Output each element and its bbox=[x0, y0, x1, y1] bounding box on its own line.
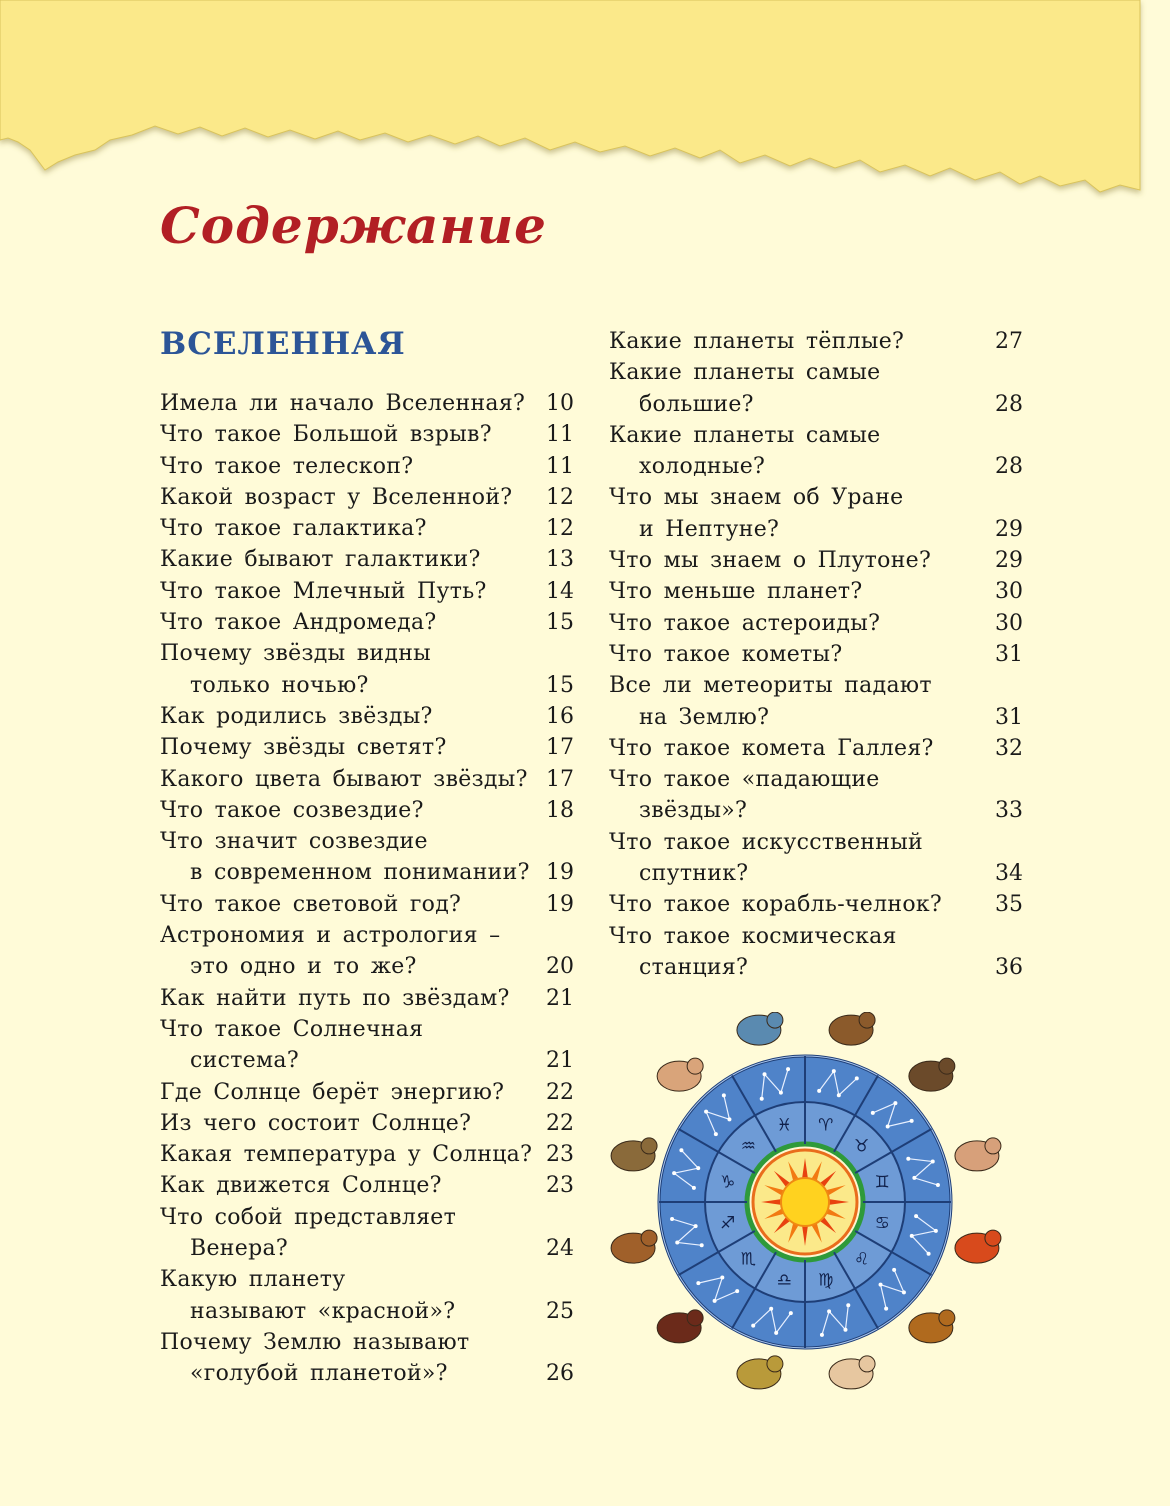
toc-entry[interactable] bbox=[160, 1139, 574, 1170]
toc-entry-title-line: Почему Землю называют bbox=[160, 1329, 470, 1355]
constellation-star bbox=[672, 1171, 676, 1175]
toc-entry[interactable] bbox=[609, 639, 1023, 670]
toc-entry[interactable] bbox=[160, 1264, 574, 1327]
toc-page-number: 20 bbox=[546, 954, 574, 980]
toc-entry[interactable] bbox=[160, 889, 574, 920]
constellation-star bbox=[694, 1224, 698, 1228]
zodiac-animal-head bbox=[939, 1310, 955, 1326]
constellation-star bbox=[846, 1303, 850, 1307]
toc-entry-title-line: Имела ли начало Вселенная? bbox=[160, 391, 526, 416]
toc-entry-title-line: Что такое галактика? bbox=[160, 516, 427, 542]
constellation-star bbox=[927, 1252, 931, 1256]
toc-page-number: 29 bbox=[995, 516, 1023, 542]
toc-entry[interactable] bbox=[609, 764, 1023, 827]
constellation-star bbox=[760, 1097, 764, 1101]
constellation-star bbox=[936, 1183, 940, 1187]
constellation-star bbox=[751, 1324, 755, 1328]
zodiac-symbol: ♏ bbox=[740, 1249, 757, 1270]
toc-entry-title-line: Какие планеты самые bbox=[609, 360, 881, 386]
toc-page-number: 28 bbox=[995, 454, 1023, 480]
toc-page-number: 36 bbox=[995, 954, 1023, 980]
toc-page-number: 22 bbox=[546, 1110, 574, 1136]
constellation-star bbox=[931, 1160, 935, 1164]
constellation-star bbox=[843, 1328, 847, 1332]
zodiac-symbol: ♈ bbox=[818, 1115, 834, 1136]
page-title: Содержание bbox=[160, 196, 547, 255]
toc-entry[interactable] bbox=[160, 1170, 574, 1201]
constellation-star bbox=[692, 1186, 696, 1190]
constellation-star bbox=[893, 1101, 897, 1105]
toc-entry-title-line: Какую планету bbox=[160, 1267, 346, 1293]
constellation-star bbox=[722, 1093, 726, 1097]
constellation-star bbox=[727, 1117, 731, 1121]
constellation-star bbox=[910, 1234, 914, 1238]
constellation-star bbox=[892, 1268, 896, 1272]
toc-entry-title-line: станция? bbox=[639, 954, 749, 980]
toc-page-number: 32 bbox=[995, 735, 1023, 761]
toc-entry-title-line: Что такое Солнечная bbox=[160, 1016, 424, 1042]
toc-entry[interactable] bbox=[160, 764, 574, 795]
constellation-star bbox=[700, 1243, 704, 1247]
toc-page-number: 23 bbox=[546, 1173, 574, 1199]
toc-entry[interactable] bbox=[160, 1327, 574, 1390]
toc-entry[interactable] bbox=[160, 482, 574, 513]
toc-entry-title-line: Что такое астероиды? bbox=[609, 610, 881, 636]
toc-entry[interactable] bbox=[609, 921, 1023, 984]
toc-entry[interactable] bbox=[160, 1014, 574, 1077]
toc-entry-title-line: Как движется Солнце? bbox=[160, 1173, 442, 1199]
constellation-star bbox=[912, 1176, 916, 1180]
toc-page-number: 16 bbox=[546, 703, 574, 729]
toc-entry-title-line: Что мы знаем о Плутоне? bbox=[609, 548, 932, 574]
toc-page-number: 21 bbox=[546, 985, 574, 1011]
toc-entry[interactable] bbox=[160, 638, 574, 701]
toc-left-column bbox=[160, 388, 574, 1390]
constellation-star bbox=[855, 1076, 859, 1080]
toc-entry-title-line: Из чего состоит Солнце? bbox=[160, 1110, 472, 1136]
zodiac-animal-head bbox=[641, 1230, 657, 1246]
constellation-star bbox=[906, 1157, 910, 1161]
toc-entry-title-line: система? bbox=[190, 1048, 299, 1074]
toc-page-number: 22 bbox=[546, 1079, 574, 1105]
zodiac-symbol: ♑ bbox=[720, 1172, 736, 1193]
constellation-star bbox=[910, 1119, 914, 1123]
toc-page-number: 23 bbox=[546, 1142, 574, 1168]
zodiac-symbol: ♐ bbox=[720, 1213, 736, 1234]
toc-entry-title-line: Что такое Андромеда? bbox=[160, 610, 437, 636]
toc-entry-title-line: на Землю? bbox=[639, 704, 770, 730]
toc-entry-title-line: Что мы знаем об Уране bbox=[609, 485, 904, 511]
toc-entry[interactable] bbox=[160, 513, 574, 544]
constellation-star bbox=[735, 1289, 739, 1293]
toc-entry[interactable] bbox=[160, 451, 574, 482]
toc-entry[interactable] bbox=[609, 608, 1023, 639]
toc-entry[interactable] bbox=[160, 576, 574, 607]
toc-entry[interactable] bbox=[609, 733, 1023, 764]
constellation-star bbox=[714, 1132, 718, 1136]
toc-page-number: 10 bbox=[546, 391, 574, 416]
toc-page-number: 33 bbox=[995, 798, 1023, 824]
constellation-star bbox=[817, 1089, 821, 1093]
toc-entry-title-line: Венера? bbox=[190, 1236, 288, 1262]
toc-page-number: 11 bbox=[546, 453, 574, 479]
zodiac-symbol: ♌ bbox=[853, 1249, 870, 1270]
toc-entry-title-line: это одно и то же? bbox=[190, 954, 417, 980]
zodiac-animal-head bbox=[985, 1138, 1001, 1154]
toc-entry-title-line: Где Солнце берёт энергию? bbox=[160, 1079, 505, 1105]
section-title: ВСЕЛЕННАЯ bbox=[160, 326, 406, 362]
toc-entry-title-line: большие? bbox=[639, 391, 754, 417]
zodiac-symbol: ♓ bbox=[776, 1115, 792, 1136]
toc-entry-title-line: Что меньше планет? bbox=[609, 579, 863, 605]
constellation-star bbox=[696, 1166, 700, 1170]
torn-paper-header bbox=[0, 0, 1170, 200]
toc-entry-title-line: Какие бывают галактики? bbox=[160, 547, 481, 573]
constellation-star bbox=[679, 1148, 683, 1152]
toc-entry[interactable] bbox=[160, 1108, 574, 1139]
toc-entry[interactable] bbox=[160, 607, 574, 638]
toc-entry-title-line: Почему звёзды видны bbox=[160, 641, 431, 667]
constellation-star bbox=[670, 1217, 674, 1221]
constellation-star bbox=[837, 1093, 841, 1097]
toc-entry-title-line: Астрономия и астрология – bbox=[160, 923, 501, 949]
toc-entry[interactable] bbox=[609, 420, 1023, 483]
constellation-star bbox=[720, 1276, 724, 1280]
toc-entry[interactable] bbox=[160, 920, 574, 983]
toc-entry-title-line: Какие планеты тёплые? bbox=[609, 329, 905, 354]
toc-page-number: 30 bbox=[995, 579, 1023, 605]
toc-entry-title-line: Как родились звёзды? bbox=[160, 703, 433, 729]
zodiac-animal-head bbox=[939, 1058, 955, 1074]
constellation-star bbox=[827, 1309, 831, 1313]
constellation-star bbox=[832, 1069, 836, 1073]
constellation-star bbox=[884, 1307, 888, 1311]
toc-entry-title-line: Какая температура у Солнца? bbox=[160, 1142, 533, 1168]
toc-page-number: 29 bbox=[995, 548, 1023, 574]
toc-page-number: 35 bbox=[995, 892, 1023, 918]
toc-entry-title-line: Какие планеты самые bbox=[609, 422, 881, 448]
toc-page-number: 26 bbox=[546, 1361, 574, 1387]
toc-entry-title-line: в современном понимании? bbox=[190, 860, 530, 886]
toc-entry-title-line: спутник? bbox=[639, 861, 749, 887]
constellation-star bbox=[769, 1307, 773, 1311]
toc-entry[interactable] bbox=[609, 827, 1023, 890]
zodiac-symbol: ♊ bbox=[874, 1172, 890, 1193]
constellation-star bbox=[934, 1229, 938, 1233]
toc-page-number: 12 bbox=[546, 484, 574, 510]
toc-page-number: 19 bbox=[546, 860, 574, 886]
toc-page-number: 24 bbox=[546, 1236, 574, 1262]
toc-page-number: 34 bbox=[995, 861, 1023, 887]
constellation-star bbox=[879, 1283, 883, 1287]
toc-page-number: 31 bbox=[995, 641, 1023, 667]
toc-entry-title-line: «голубой планетой»? bbox=[190, 1361, 448, 1387]
zodiac-animal-head bbox=[767, 1356, 783, 1372]
toc-entry-title-line: Все ли метеориты падают bbox=[609, 673, 932, 699]
toc-entry-title-line: Что значит созвездие bbox=[160, 829, 428, 855]
constellation-star bbox=[696, 1281, 700, 1285]
zodiac-animal-head bbox=[687, 1058, 703, 1074]
toc-entry[interactable] bbox=[609, 357, 1023, 420]
toc-entry-title-line: Как найти путь по звёздам? bbox=[160, 985, 510, 1011]
toc-page-number: 25 bbox=[546, 1298, 574, 1324]
toc-entry[interactable] bbox=[160, 826, 574, 889]
zodiac-animal-head bbox=[859, 1356, 875, 1372]
constellation-star bbox=[763, 1072, 767, 1076]
toc-entry-title-line: холодные? bbox=[639, 454, 766, 480]
toc-entry[interactable] bbox=[160, 795, 574, 826]
constellation-star bbox=[914, 1214, 918, 1218]
toc-entry[interactable] bbox=[160, 1202, 574, 1265]
toc-entry-title-line: только ночью? bbox=[190, 672, 369, 698]
toc-entry[interactable] bbox=[609, 670, 1023, 733]
constellation-star bbox=[774, 1331, 778, 1335]
toc-page-number: 30 bbox=[995, 610, 1023, 636]
toc-entry[interactable] bbox=[160, 544, 574, 575]
toc-entry-title-line: Что такое космическая bbox=[609, 923, 897, 949]
toc-entry-title-line: Что такое Млечный Путь? bbox=[160, 578, 487, 604]
zodiac-animal-head bbox=[641, 1138, 657, 1154]
toc-entry[interactable] bbox=[609, 326, 1023, 357]
toc-entry[interactable] bbox=[160, 388, 574, 419]
toc-entry-title-line: Что такое созвездие? bbox=[160, 797, 424, 823]
constellation-star bbox=[886, 1124, 890, 1128]
toc-entry[interactable] bbox=[609, 889, 1023, 920]
zodiac-animal-head bbox=[767, 1012, 783, 1028]
constellation-star bbox=[713, 1299, 717, 1303]
toc-entry-title-line: звёзды»? bbox=[639, 798, 748, 824]
constellation-star bbox=[789, 1311, 793, 1315]
constellation-star bbox=[704, 1110, 708, 1114]
toc-entry-title-line: Какой возраст у Вселенной? bbox=[160, 484, 513, 510]
toc-entry[interactable] bbox=[160, 419, 574, 450]
toc-right-column bbox=[609, 326, 1023, 983]
toc-page-number: 13 bbox=[546, 547, 574, 573]
zodiac-symbol: ♍ bbox=[818, 1270, 834, 1291]
toc-page-number: 11 bbox=[546, 422, 574, 448]
toc-page-number: 21 bbox=[546, 1048, 574, 1074]
toc-entry-title-line: Что такое световой год? bbox=[160, 891, 462, 917]
toc-entry[interactable] bbox=[160, 732, 574, 763]
toc-page-number: 14 bbox=[546, 578, 574, 604]
toc-entry-title-line: и Нептуне? bbox=[639, 516, 780, 542]
toc-page-number: 17 bbox=[546, 766, 574, 792]
toc-entry[interactable] bbox=[160, 1077, 574, 1108]
sun-icon bbox=[761, 1158, 849, 1246]
toc-entry[interactable] bbox=[160, 701, 574, 732]
toc-entry[interactable] bbox=[160, 983, 574, 1014]
zodiac-animal-head bbox=[687, 1310, 703, 1326]
toc-entry-title-line: Что такое искусственный bbox=[609, 829, 924, 855]
toc-entry[interactable] bbox=[609, 576, 1023, 607]
toc-entry-title-line: Какого цвета бывают звёзды? bbox=[160, 766, 528, 792]
zodiac-wheel-illustration bbox=[600, 1012, 1020, 1402]
toc-page-number: 12 bbox=[546, 516, 574, 542]
toc-entry[interactable] bbox=[609, 482, 1023, 545]
toc-page-number: 17 bbox=[546, 735, 574, 761]
constellation-star bbox=[820, 1333, 824, 1337]
toc-entry[interactable] bbox=[609, 545, 1023, 576]
toc-page-number: 15 bbox=[546, 672, 574, 698]
toc-page-number: 31 bbox=[995, 704, 1023, 730]
toc-entry-title-line: Что такое телескоп? bbox=[160, 453, 414, 479]
zodiac-symbol: ♋ bbox=[874, 1213, 890, 1234]
toc-entry-title-line: Почему звёзды светят? bbox=[160, 735, 447, 761]
toc-entry-title-line: Что такое Большой взрыв? bbox=[160, 422, 492, 448]
toc-entry-title-line: называют «красной»? bbox=[190, 1298, 456, 1324]
toc-page-number: 28 bbox=[995, 391, 1023, 417]
zodiac-symbol: ♎ bbox=[776, 1270, 792, 1291]
constellation-star bbox=[675, 1240, 679, 1244]
toc-page-number: 15 bbox=[546, 610, 574, 636]
constellation-star bbox=[871, 1111, 875, 1115]
constellation-star bbox=[902, 1290, 906, 1294]
zodiac-symbol: ♉ bbox=[853, 1136, 870, 1157]
constellation-star bbox=[786, 1067, 790, 1071]
zodiac-symbol: ♒ bbox=[740, 1136, 757, 1157]
zodiac-animal-head bbox=[859, 1012, 875, 1028]
toc-page-number: 18 bbox=[546, 797, 574, 823]
toc-page-number: 27 bbox=[995, 329, 1023, 354]
zodiac-animal-head bbox=[985, 1230, 1001, 1246]
toc-entry-title-line: Что такое «падающие bbox=[609, 767, 880, 793]
toc-entry-title-line: Что собой представляет bbox=[160, 1204, 457, 1230]
toc-entry-title-line: Что такое корабль-челнок? bbox=[609, 892, 943, 918]
toc-entry-title-line: Что такое кометы? bbox=[609, 641, 843, 667]
toc-page-number: 19 bbox=[546, 891, 574, 917]
constellation-star bbox=[779, 1091, 783, 1095]
toc-entry-title-line: Что такое комета Галлея? bbox=[609, 735, 934, 761]
